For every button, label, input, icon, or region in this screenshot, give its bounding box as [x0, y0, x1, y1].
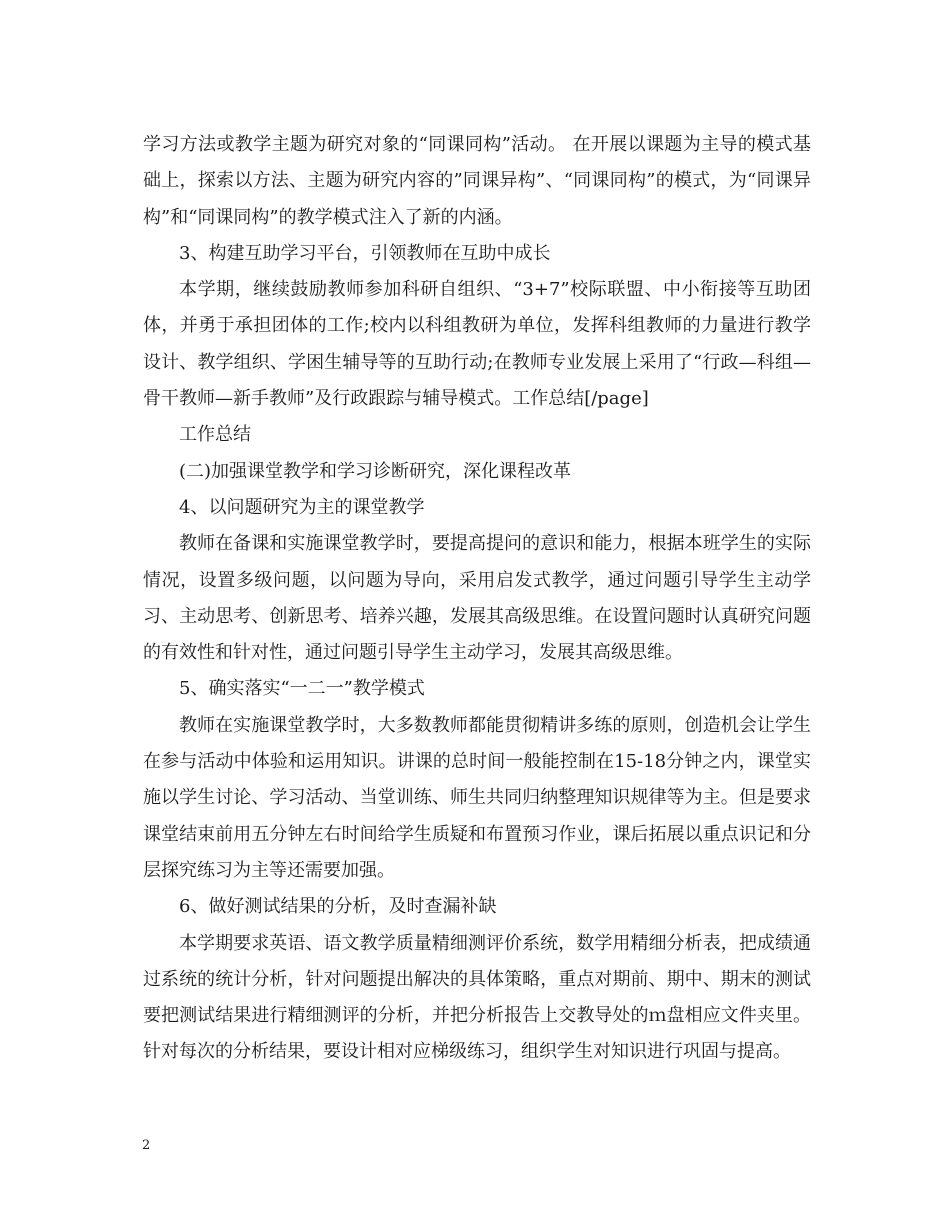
heading-item-4: 4、以问题研究为主的课堂教学 [179, 496, 425, 518]
paragraph-question-teaching: 教师在备课和实施课堂教学时，要提高提问的意识和能力，根据本班学生的实际情况，设置多级问题，以问题为导向，采用启发式教学，通过问题引导学生主动学习、主动思考、创新思考、培养兴趣，发展其高级思维。在设置问题时认真研究问题的有效性和针对性，通过问题引导学生主动学习，发展其高级思维。 [143, 533, 811, 664]
heading-item-5: 5、确实落实“一二一”教学模式 [179, 678, 425, 700]
heading-section-2: (二)加强课堂教学和学习诊断研究，深化课程改革 [179, 460, 572, 482]
heading-item-3: 3、构建互助学习平台，引领教师在互助中成长 [179, 242, 551, 264]
heading-work-summary: 工作总结 [179, 424, 251, 446]
paragraph-continuation: 学习方法或教学主题为研究对象的“同课同构”活动。 在开展以课题为主导的模式基础上，探索以方法、主题为研究内容的”同课异构”、“同课同构”的模式，为“同课异构”和“同课同构”的教学模式注入了新的内涵。 [143, 134, 811, 228]
paragraph-teaching-mode: 教师在实施课堂教学时，大多数教师都能贯彻精讲多练的原则，创造机会让学生在参与活动中体验和运用知识。讲课的总时间一般能控制在15-18分钟之内，课堂实施以学生讨论、学习活动、当堂训练、师生共同归纳整理知识规律等为主。但是要求课堂结束前用五分钟左右时间给学生质疑和布置预习作业，课后拓展以重点识记和分层探究练习为主等还需要加强。 [143, 714, 811, 881]
page-number: 2 [142, 1138, 151, 1153]
document-body [143, 127, 811, 1071]
paragraph-test-analysis: 本学期要求英语、语文教学质量精细测评价系统，数学用精细分析表，把成绩通过系统的统计分析，针对问题提出解决的具体策略，重点对期前、期中、期末的测试要把测试结果进行精细测评的分析，并把分析报告上交教导处的ｍ盘相应文件夹里。针对每次的分析结果，要设计相对应梯级练习，组织学生对知识进行巩固与提高。 [143, 932, 811, 1063]
heading-item-6: 6、做好测试结果的分析，及时查漏补缺 [179, 896, 497, 918]
paragraph-mutual-aid: 本学期，继续鼓励教师参加科研自组织、“3+7”校际联盟、中小衔接等互助团体，并勇于承担团体的工作;校内以科组教研为单位，发挥科组教师的力量进行教学设计、教学组织、学困生辅导等的互助行动;在教师专业发展上采用了“行政—科组—骨干教师—新手教师”及行政跟踪与辅导模式。工作总结[/page] [143, 279, 811, 410]
